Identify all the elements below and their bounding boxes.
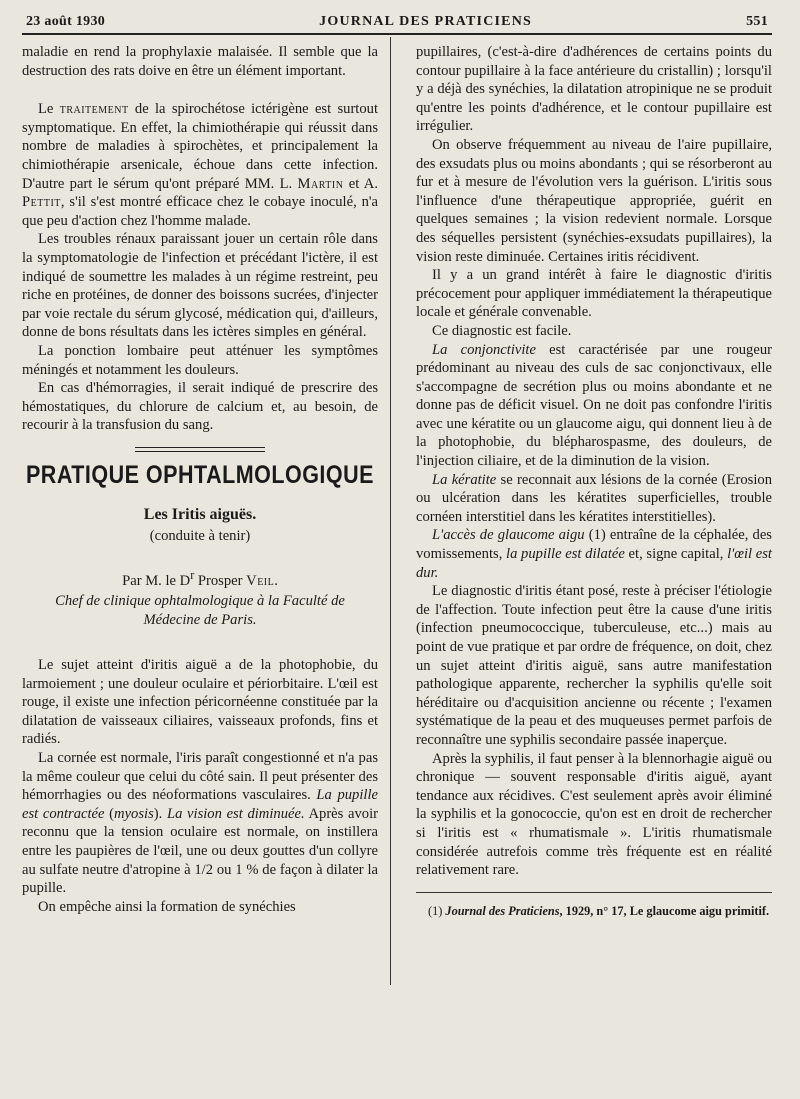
paragraph: Il y a un grand intérêt à faire le diagnostic d'iritis précocement pour appliquer immédiatement la thérapeutique locale et générale convenable. (416, 267, 772, 321)
paragraph: Les troubles rénaux paraissant jouer un certain rôle dans la symptomatologie de l'infection et précédant l'ictère, il est indiqué de soumettre les malades à un régime restreint, peu riche en protéines, de donner des boissons sucrées, d'injecter par voie rectale du sérum glycosé, médication qui, d'ailleurs, donne de bons résultats dans les ictères simples en général. (22, 231, 378, 341)
paragraph: La ponction lombaire peut atténuer les symptômes méningés et notamment les douleurs. (22, 342, 378, 378)
article-title: Les Iritis aiguës. (143, 506, 257, 524)
paragraph: On observe fréquemment au niveau de l'aire pupillaire, des exsudats plus ou moins abondants ; qui se résorberont au fur et à mesure de l'évolution vers la guérison. L'iritis sous l'influence d'une thérapeutique appropriée, guérit en quelques semaines ; la vision redevient normale. Lorsque des séquelles persistent (synéchies-exsudats pupillaires), la vision reste diminuée. Certaines iritis récidivent. (416, 136, 772, 265)
header-journal-title: JOURNAL DES PRATICIENS (319, 14, 532, 29)
author-affiliation: Chef de clinique ophtalmologique à la Faculté de Médecine de Paris. (55, 593, 345, 629)
paragraph: maladie en rend la prophylaxie malaisée. Il semble que la destruction des rats doive en être un élément important. (22, 44, 378, 79)
paragraph: La conjonctivite est caractérisée par une rougeur prédominant au niveau des culs de sac conjonctivaux, elle s'accompagne de secrétion plus ou moins abondante et ne donne pas de déficit visuel. On ne doit pas confondre l'iritis avec une kératite ou un glaucome aigu, qui donnent lieu à de la photophobie, du blépharospasme, des douleurs, de l'injection ciliaire, et de la diminution de la vision. (416, 341, 772, 470)
section-title: PRATIQUE OPHTALMOLOGIQUE (25, 461, 375, 489)
section-separator (135, 447, 265, 452)
paragraph: La kératite se reconnait aux lésions de la cornée (Erosion ou ulcération dans les kératites superficielles, trouble cornéen interstitiel dans les kératites interstitielles). (416, 471, 772, 525)
paragraph: Le sujet atteint d'iritis aiguë a de la photophobie, du larmoiement ; une douleur oculaire et périorbitaire. L'œil est rouge, il existe une infection péricornéenne constituée par la dilatation de vaisseaux ciliaires, vaisseaux profonds, fins et radiés. (22, 657, 378, 748)
paragraph-treatment: Le traitement de la spirochétose ictérigène est surtout symptomatique. En effet, la chimiothérapie qui réussit dans nombre de maladies à spirochètes, et principalement la chimiothérapie arsenicale, échoue dans cette infection. D'autre part le sérum qu'ont préparé MM. L. Martin et A. Pettit, s'il s'est montré efficace chez le cobaye inoculé, n'a que peu d'action chez l'homme malade. (22, 101, 379, 229)
header-date: 23 août 1930 (26, 14, 106, 29)
left-column (22, 43, 378, 919)
article-subtitle: (conduite à tenir) (149, 528, 251, 545)
footnote: (1) Journal des Praticiens, 1929, n° 17, Le glaucome aigu primitif. (428, 903, 770, 918)
running-header (22, 14, 772, 33)
paragraph: En cas d'hémorragies, il serait indiqué de prescrire des hémostatiques, du chlorure de calcium et, au besoin, de recourir à la transfusion du sang. (22, 380, 378, 434)
paragraph: pupillaires, (c'est-à-dire d'adhérences de certains points du contour pupillaire à la face antérieure du cristallin) ; lorsqu'il y a déjà des synéchies, la dilatation atropinique ne se produit qu'entre les points d'adhérence, et le contour pupillaire est irrégulier. (416, 44, 772, 135)
text-columns (22, 43, 772, 919)
paragraph: La cornée est normale, l'iris paraît congestionné et n'a pas la même couleur que celui du côté sain. Il peut présenter des hémorrhagies ou des néoformations vasculaires. La pupille est contractée (myosis). La vision est diminuée. Après avoir reconnu que la tension oculaire est normale, on instillera entre les paupières de l'œil, une ou deux gouttes d'un collyre au sulfate neutre d'atropine à 1/2 ou 1 % de façon à dilater la pupille. (22, 750, 378, 897)
paragraph: On empêche ainsi la formation de synéchies (38, 898, 296, 915)
header-page-number: 551 (746, 14, 768, 29)
paragraph: Après la syphilis, il faut penser à la blennorhagie aiguë ou chronique — souvent responsable d'iritis aiguë, ayant tendance aux récidives. C'est seulement après avoir éliminé la syphilis et la gonococcie, qu'on est en droit de rechercher si l'iritis est « rhumatismale ». L'iritis rhumatismale considérée autrefois comme très fréquente est en réalité relativement rare. (416, 750, 772, 879)
author-byline: Par M. le $D^r$ Prosper Veil. (122, 567, 278, 589)
column-divider (390, 37, 391, 985)
footnote-rule (416, 892, 772, 893)
right-column (416, 43, 772, 919)
paragraph: Le diagnostic d'iritis étant posé, reste à préciser l'étiologie de l'affection. Toute infection peut être la cause d'une iritis (infection pneumococcique, tuberculeuse, etc...) mais au point de vue pratique et par ordre de fréquence, on doit, chez un sujet atteint d'iritis aiguë, sans autre manifestation pathologique apparente, rechercher la syphilis qu'elle soit héréditaire ou d'acquisition ancienne ou récente ; l'examen systématique de la peau et des muqueuses permet parfois de reconnaître une syphilis secondaire passée inaperçue. (416, 583, 772, 748)
header-rule (22, 33, 772, 35)
paragraph: Ce diagnostic est facile. (432, 322, 572, 339)
paragraph: L'accès de glaucome aigu (1) entraîne de la céphalée, des vomissements, la pupille est dilatée et, signe capital, l'œil est dur. (416, 527, 772, 581)
